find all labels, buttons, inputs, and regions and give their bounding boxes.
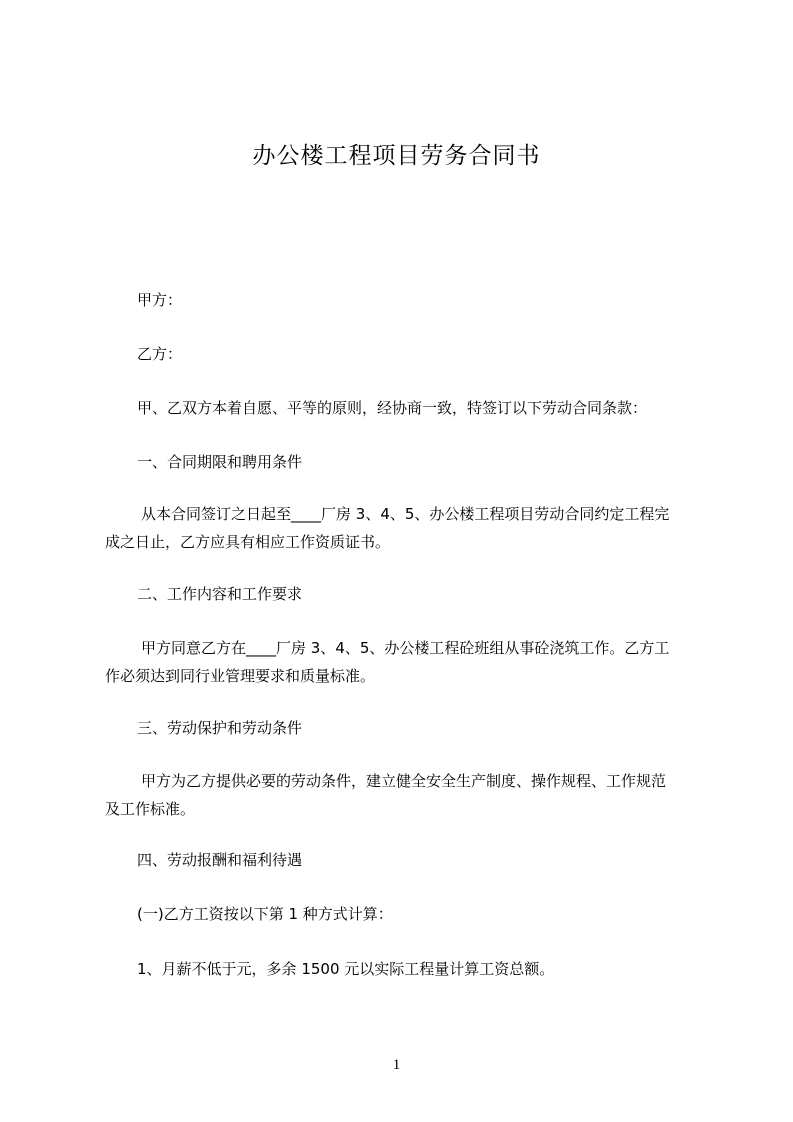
page-number: 1 [392,1057,401,1073]
section-heading-2: 二、工作内容和工作要求 [137,585,303,603]
section-3-body-line-1: 甲方为乙方提供必要的劳动条件，建立健全安全生产制度、操作规程、工作规范 [141,772,667,790]
section-heading-3: 三、劳动保护和劳动条件 [137,719,303,737]
section-1-body-line-2: 成之日止，乙方应具有相应工作资质证书。 [105,533,391,551]
section-2-body-line-1: 甲方同意乙方在____厂房 3、4、5、办公楼工程砼班组从事砼浇筑工作。乙方工 [141,639,670,657]
party-b-label: 乙方： [137,345,183,363]
section-1-body-line-1: 从本合同签订之日起至____厂房 3、4、5、办公楼工程项目劳动合同约定工程完 [141,505,670,523]
party-a-label: 甲方： [137,291,183,309]
section-2-body-line-2: 作必须达到同行业管理要求和质量标准。 [105,667,376,685]
section-heading-4: 四、劳动报酬和福利待遇 [137,851,303,869]
intro-paragraph: 甲、乙双方本着自愿、平等的原则，经协商一致，特签订以下劳动合同条款： [137,399,648,417]
section-4-subheading: (一)乙方工资按以下第 1 种方式计算： [137,905,393,923]
section-heading-1: 一、合同期限和聘用条件 [137,453,303,471]
section-3-body-line-2: 及工作标准。 [105,800,196,818]
section-4-item-1: 1、月薪不低于元，多余 1500 元以实际工程量计算工资总额。 [137,960,555,978]
document-title: 办公楼工程项目劳务合同书 [252,143,541,169]
